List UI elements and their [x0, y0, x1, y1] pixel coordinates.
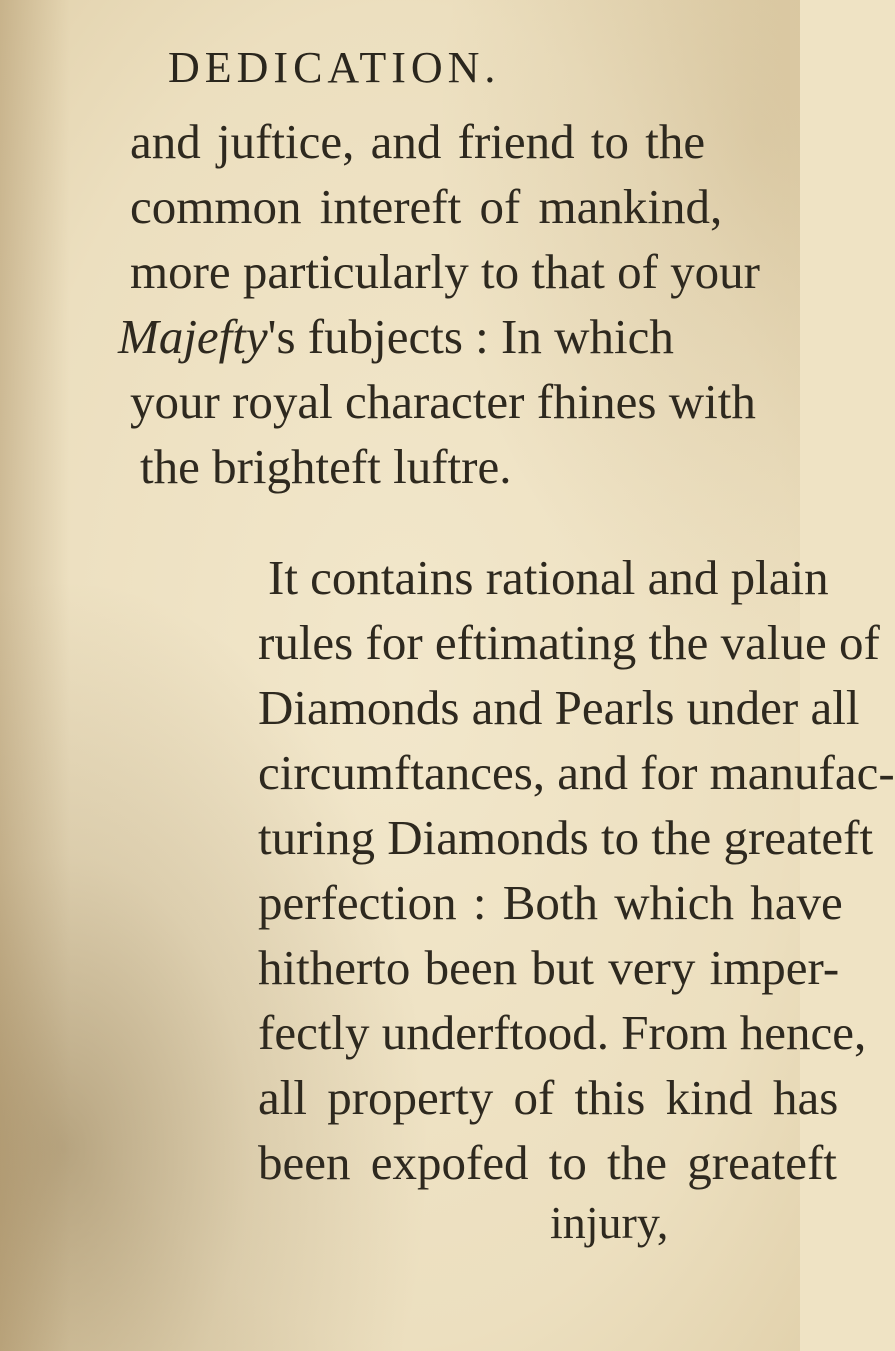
text-line: hitherto been but very imper- [258, 940, 840, 995]
text-line: rules for eftimating the value of [258, 615, 880, 670]
running-head: DEDICATION. [168, 43, 501, 92]
text-line: circumftances, and for manufac- [258, 745, 895, 800]
text-line: turing Diamonds to the greateft [258, 810, 874, 865]
text-line: been expofed to the greateft [258, 1135, 837, 1190]
text-line: common intereft of mankind, [130, 179, 723, 234]
page-edge-stain [0, 0, 70, 1351]
text-line: your royal character fhines with [130, 374, 756, 429]
text-line: Diamonds and Pearls under all [258, 680, 860, 735]
text-line: fectly underftood. From hence, [258, 1005, 867, 1060]
catchword: injury, [550, 1197, 669, 1248]
text-line: perfection : Both which have [258, 875, 843, 930]
text-line: and juftice, and friend to the [130, 114, 706, 169]
text-line: more particularly to that of your [130, 244, 760, 299]
text-line: It contains rational and plain [268, 550, 829, 605]
text-line: the brighteft luftre. [140, 439, 512, 494]
text-line: all property of this kind has [258, 1070, 839, 1125]
text-line-rest: 's fubjects : In which [267, 309, 674, 364]
text-line-italic-start [118, 307, 674, 367]
italic-word: Majefty [118, 309, 268, 364]
